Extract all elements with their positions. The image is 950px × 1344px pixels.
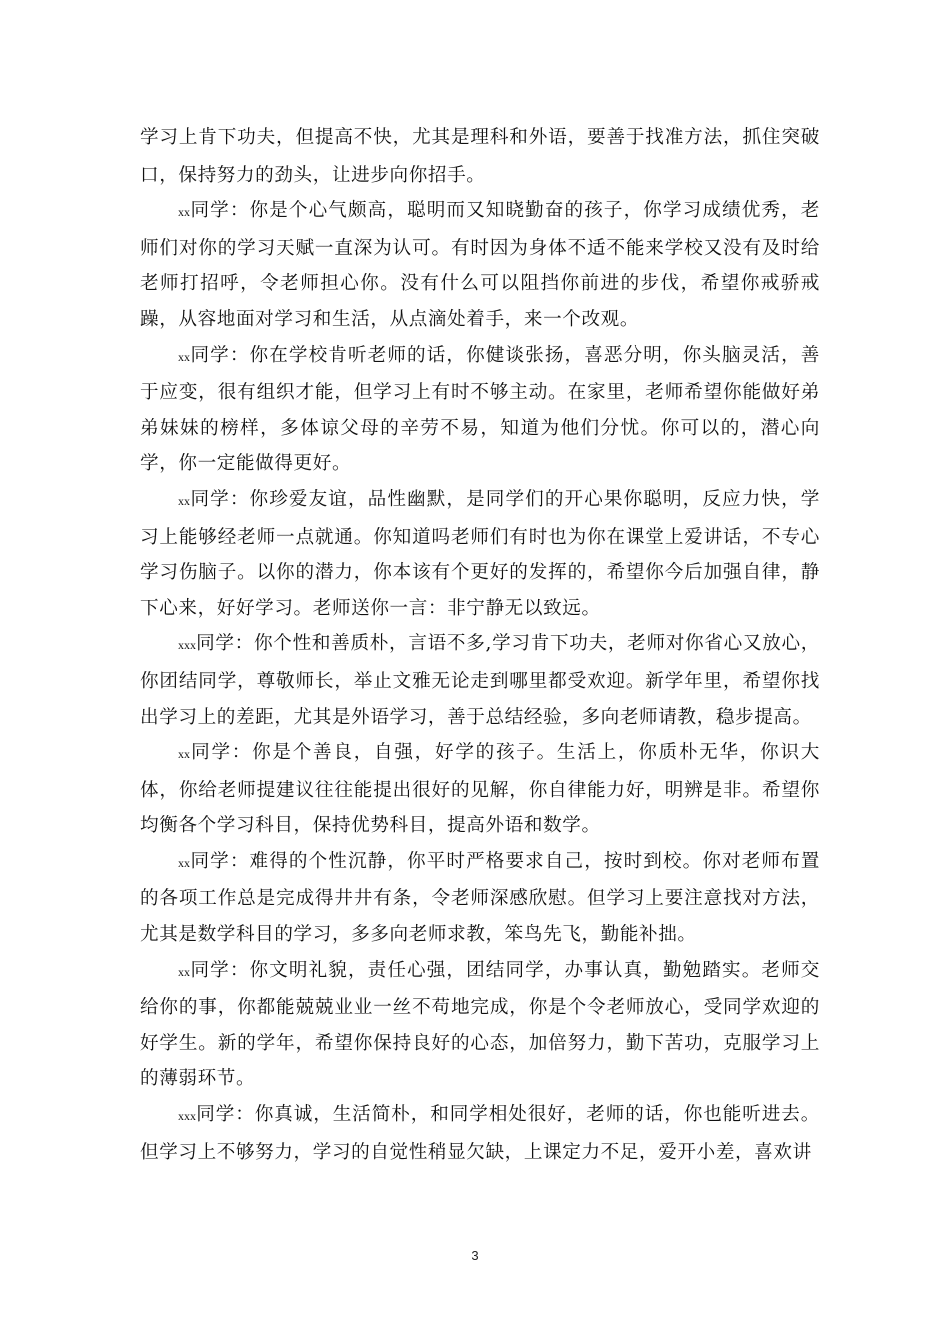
student-marker: xx (178, 205, 190, 220)
paragraph (140, 482, 820, 626)
paragraph (140, 844, 820, 953)
student-marker: xx (178, 493, 190, 508)
paragraph-text: 同学：你文明礼貌，责任心强，团结同学，办事认真，勤勉踏实。老师交给你的事，你都能兢兢业业一丝不苟地完成，你是个令老师放心，受同学欢迎的好学生。新的学年，希望你保持良好的心态，加倍努力，勤下苦功，克服学习上的薄弱环节。 (140, 959, 820, 1090)
paragraph (140, 193, 820, 337)
paragraph-text: 同学：你真诚，生活简朴，和同学相处很好，老师的话，你也能听进去。但学习上不够努力，学习的自觉性稍显欠缺，上课定力不足，爱开小差，喜欢讲 (140, 1104, 820, 1163)
student-marker: xx (178, 964, 190, 979)
student-marker: xx (178, 855, 190, 870)
paragraph (140, 120, 820, 193)
paragraph (140, 626, 820, 735)
page-body (140, 120, 820, 1170)
paragraph-text: 学习上肯下功夫，但提高不快，尤其是理科和外语，要善于找准方法，抓住突破口，保持努力的劲头，让进步向你招手。 (140, 127, 820, 186)
paragraph-text: 同学：你是个善良，自强，好学的孩子。生活上，你质朴无华，你识大体，你给老师提建议往往能提出很好的见解，你自律能力好，明辨是非。希望你均衡各个学习科目，保持优势科目，提高外语和数学。 (140, 742, 820, 837)
page-number: 3 (471, 1248, 479, 1263)
paragraph (140, 1097, 820, 1170)
paragraph-text: 同学：你个性和善质朴，言语不多,学习肯下功夫，老师对你省心又放心，你团结同学，尊敬师长，举止文雅无论走到哪里都受欢迎。新学年里，希望你找出学习上的差距，尤其是外语学习，善于总结经验，多向老师请教，稳步提高。 (140, 633, 820, 728)
student-marker: xxx (178, 1109, 196, 1124)
paragraph-text: 同学：难得的个性沉静，你平时严格要求自己，按时到校。你对老师布置的各项工作总是完成得井井有条，令老师深感欣慰。但学习上要注意找对方法，尤其是数学科目的学习，多多向老师求教，笨鸟先飞，勤能补拙。 (140, 850, 820, 946)
student-marker: xx (178, 349, 190, 364)
paragraph (140, 953, 820, 1097)
paragraph (140, 338, 820, 482)
student-marker: xx (178, 747, 190, 762)
student-marker: xxx (178, 638, 196, 653)
paragraph-text: 同学：你珍爱友谊，品性幽默，是同学们的开心果你聪明，反应力快，学习上能够经老师一点就通。你知道吗老师们有时也为你在课堂上爱讲话，不专心学习伤脑子。以你的潜力，你本该有个更好的发挥的，希望你今后加强自律，静下心来，好好学习。老师送你一言：非宁静无以致远。 (140, 488, 820, 619)
paragraph (140, 735, 820, 844)
paragraph-text: 同学：你在学校肯听老师的话，你健谈张扬，喜恶分明，你头脑灵活，善于应变，很有组织才能，但学习上有时不够主动。在家里，老师希望你能做好弟弟妹妹的榜样，多体谅父母的辛劳不易，知道为他们分忧。你可以的，潜心向学，你一定能做得更好。 (140, 344, 820, 475)
paragraph-text: 同学：你是个心气颇高，聪明而又知晓勤奋的孩子，你学习成绩优秀，老师们对你的学习天赋一直深为认可。有时因为身体不适不能来学校又没有及时给老师打招呼，令老师担心你。没有什么可以阻挡你前进的步伐，希望你戒骄戒躁，从容地面对学习和生活，从点滴处着手，来一个改观。 (140, 200, 820, 330)
